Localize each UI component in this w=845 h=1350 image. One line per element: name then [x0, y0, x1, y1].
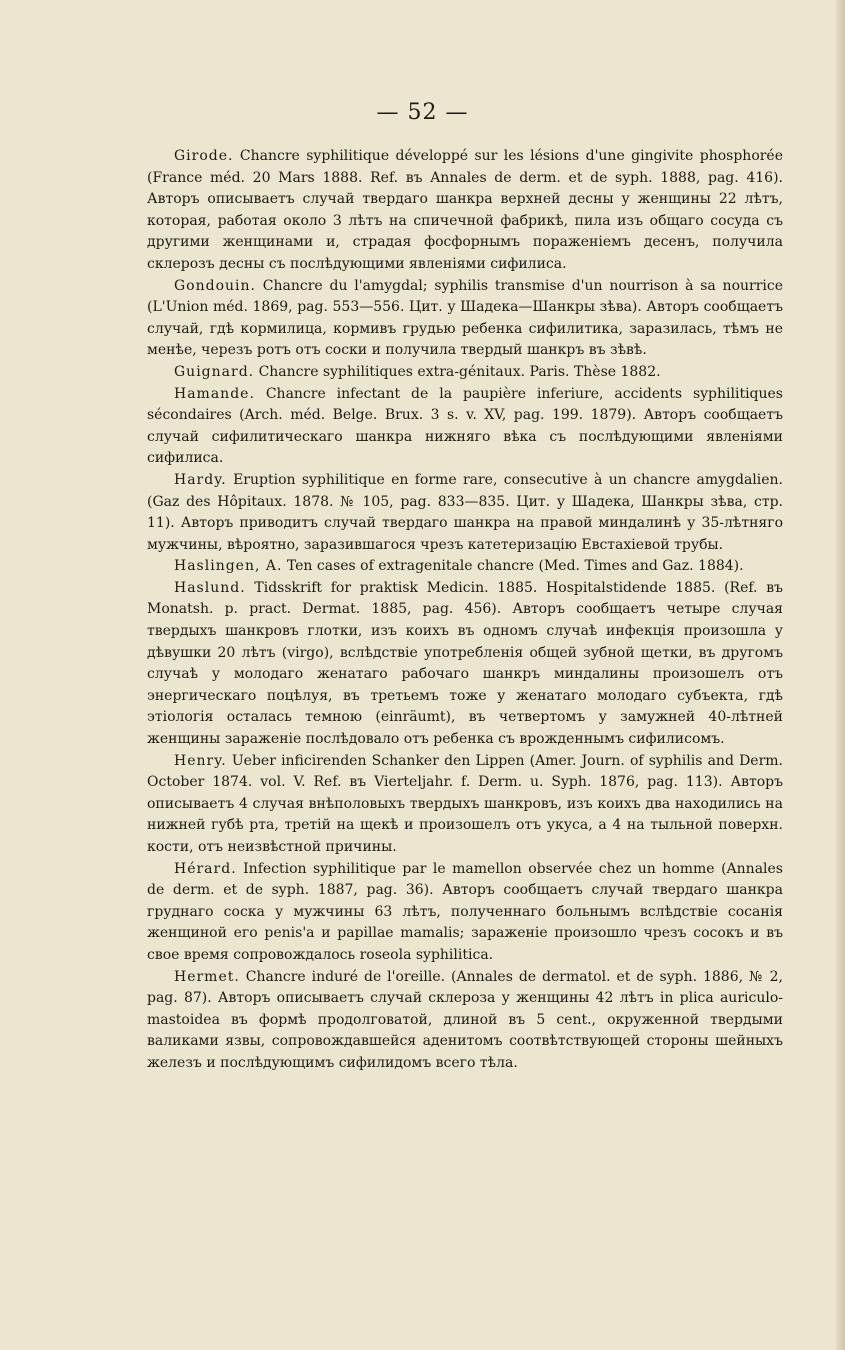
bibliography-entry: [147, 470, 783, 556]
entry-text: Eruption syphilitique en forme rare, consecutive à un chancre amygdalien. (Gaz des Hôpitaux. 1878. № 105, pag. 833—835. Цит. у Шадека, Шанкры зѣва, стр. 11). Авторъ приводитъ случай твердаго шанкра на правой миндалинѣ у 35-лѣтняго мужчины, вѣроятно, заразившагося чрезъ катетеризацію Евстахіевой трубы.: [147, 471, 783, 553]
bibliography-entry: [147, 556, 783, 578]
entry-author: Hardy.: [174, 471, 227, 488]
bibliography-entry: [147, 859, 783, 967]
page-number: — 52 —: [376, 100, 469, 125]
entry-text: Chancre du l'amygdal; syphilis transmise d'un nourrison à sa nourrice (L'Union méd. 1869, pag. 553—556. Цит. у Шадека—Шанкры зѣва). Авторъ сообщаетъ случай, гдѣ кормилица, кормивъ грудью ребенка сифилитика, заразилась, тѣмъ не менѣе, черезъ ротъ отъ соски и получила твердый шанкръ въ зѣвѣ.: [147, 277, 783, 359]
entry-text: Ten cases of extragenitale chancre (Med. Times and Gaz. 1884).: [286, 558, 744, 575]
page-edge: [836, 0, 845, 1350]
entry-author: Guignard.: [174, 363, 255, 380]
bibliography-entry: [147, 967, 783, 1075]
entry-author: Haslingen, A.: [174, 558, 283, 575]
entry-author: Henry.: [174, 752, 227, 769]
entry-text: Chancre syphilitique développé sur les lésions d'une gingivite phosphorée (France méd. 20 Mars 1888. Ref. въ Annales de derm. et de syph. 1888, pag. 416). Авторъ описываетъ случай твердаго шанкра верхней десны у женщины 22 лѣтъ, которая, работая около 3 лѣтъ на спичечной фабрикѣ, пила изъ общаго сосуда съ другими женщинами и, страдая фосфорнымъ пораженіемъ десенъ, получила склерозъ десны съ послѣдующими явленіями сифилиса.: [147, 148, 784, 272]
entry-text: Chancre induré de l'oreille. (Annales de dermatol. et de syph. 1886, № 2, pag. 87). Авторъ описываетъ случай склероза у женщины 42 лѣтъ in plica auriculo-mastoidea въ формѣ продолговатой, длиной въ 5 cent., окруженной твердыми валиками язвы, сопровождавшейся аденитомъ соотвѣтствующей стороны шейныхъ железъ и послѣдующимъ сифилидомъ всего тѣла.: [147, 968, 783, 1071]
entry-text: Infection syphilitique par le mamellon observée chez un homme (Annales de derm. et de syph. 1887, pag. 36). Авторъ сообщаетъ случай твердаго шанкра груднаго соска у мужчины 63 лѣтъ, полученнаго больнымъ вслѣдствіе сосанія женщиной его penis'a и papillae mamalis; зараженіе произошло чрезъ сосокъ и въ свое время сопровождалось roseola syphilitica.: [147, 860, 783, 963]
entry-text: Chancre infectant de la paupière inferiure, accidents syphilitiques sécondaires (Arch. méd. Belge. Brux. 3 s. v. XV, pag. 199. 1879). Авторъ сообщаетъ случай сифилитическаго шанкра нижняго вѣка съ послѣдующими явленіями сифилиса.: [147, 385, 783, 467]
entry-author: Haslund.: [174, 579, 246, 596]
bibliography-entry: [147, 578, 783, 751]
bibliography-entry: [147, 362, 783, 384]
entry-author: Hamande.: [174, 385, 255, 402]
entry-author: Girode.: [174, 148, 234, 164]
entry-author: Hermet.: [174, 968, 240, 985]
entry-text: Ueber inficirenden Schanker den Lippen (Amer. Journ. of syphilis and Derm. October 1874. vol. V. Ref. въ Vierteljahr. f. Derm. u. Syph. 1876, pag. 113). Авторъ описываетъ 4 случая внѣполовыхъ твердыхъ шанкровъ, изъ коихъ два находились на нижней губѣ рта, третій на щекѣ и произошелъ отъ укуса, а 4 на тыльной поверхн. кости, отъ неизвѣстной причины.: [147, 752, 783, 855]
bibliography-entry: [147, 384, 783, 470]
entry-text: Tidsskrift for praktisk Medicin. 1885. Hospitalstidende 1885. (Ref. въ Monatsh. p. pract. Dermat. 1885, pag. 456). Авторъ сообщаетъ четыре случая твердыхъ шанкровъ глотки, изъ коихъ въ одномъ случаѣ инфекція произошла у дѣвушки 20 лѣтъ (virgo), вслѣдствіе употребленія общей зубной щетки, въ другомъ случаѣ у молодаго женатаго рабочаго шанкръ миндалины произошелъ отъ энергическаго поцѣлуя, въ третьемъ тоже у женатаго молодаго субъекта, гдѣ этіологія осталась темною (einräumt), въ четвертомъ у замужней 40-лѣтней женщины зараженіе послѣдовало отъ ребенка съ врожденнымъ сифилисомъ.: [147, 579, 783, 748]
entry-author: Hérard.: [174, 860, 237, 877]
entry-text: Chancre syphilitiques extra-génitaux. Paris. Thèse 1882.: [258, 363, 661, 380]
entry-author: Gondouin.: [174, 277, 256, 294]
bibliography-entry: [147, 146, 783, 276]
bibliography-entry: [147, 751, 783, 859]
bibliography-entry: [147, 276, 783, 362]
text-body: [147, 146, 783, 1075]
